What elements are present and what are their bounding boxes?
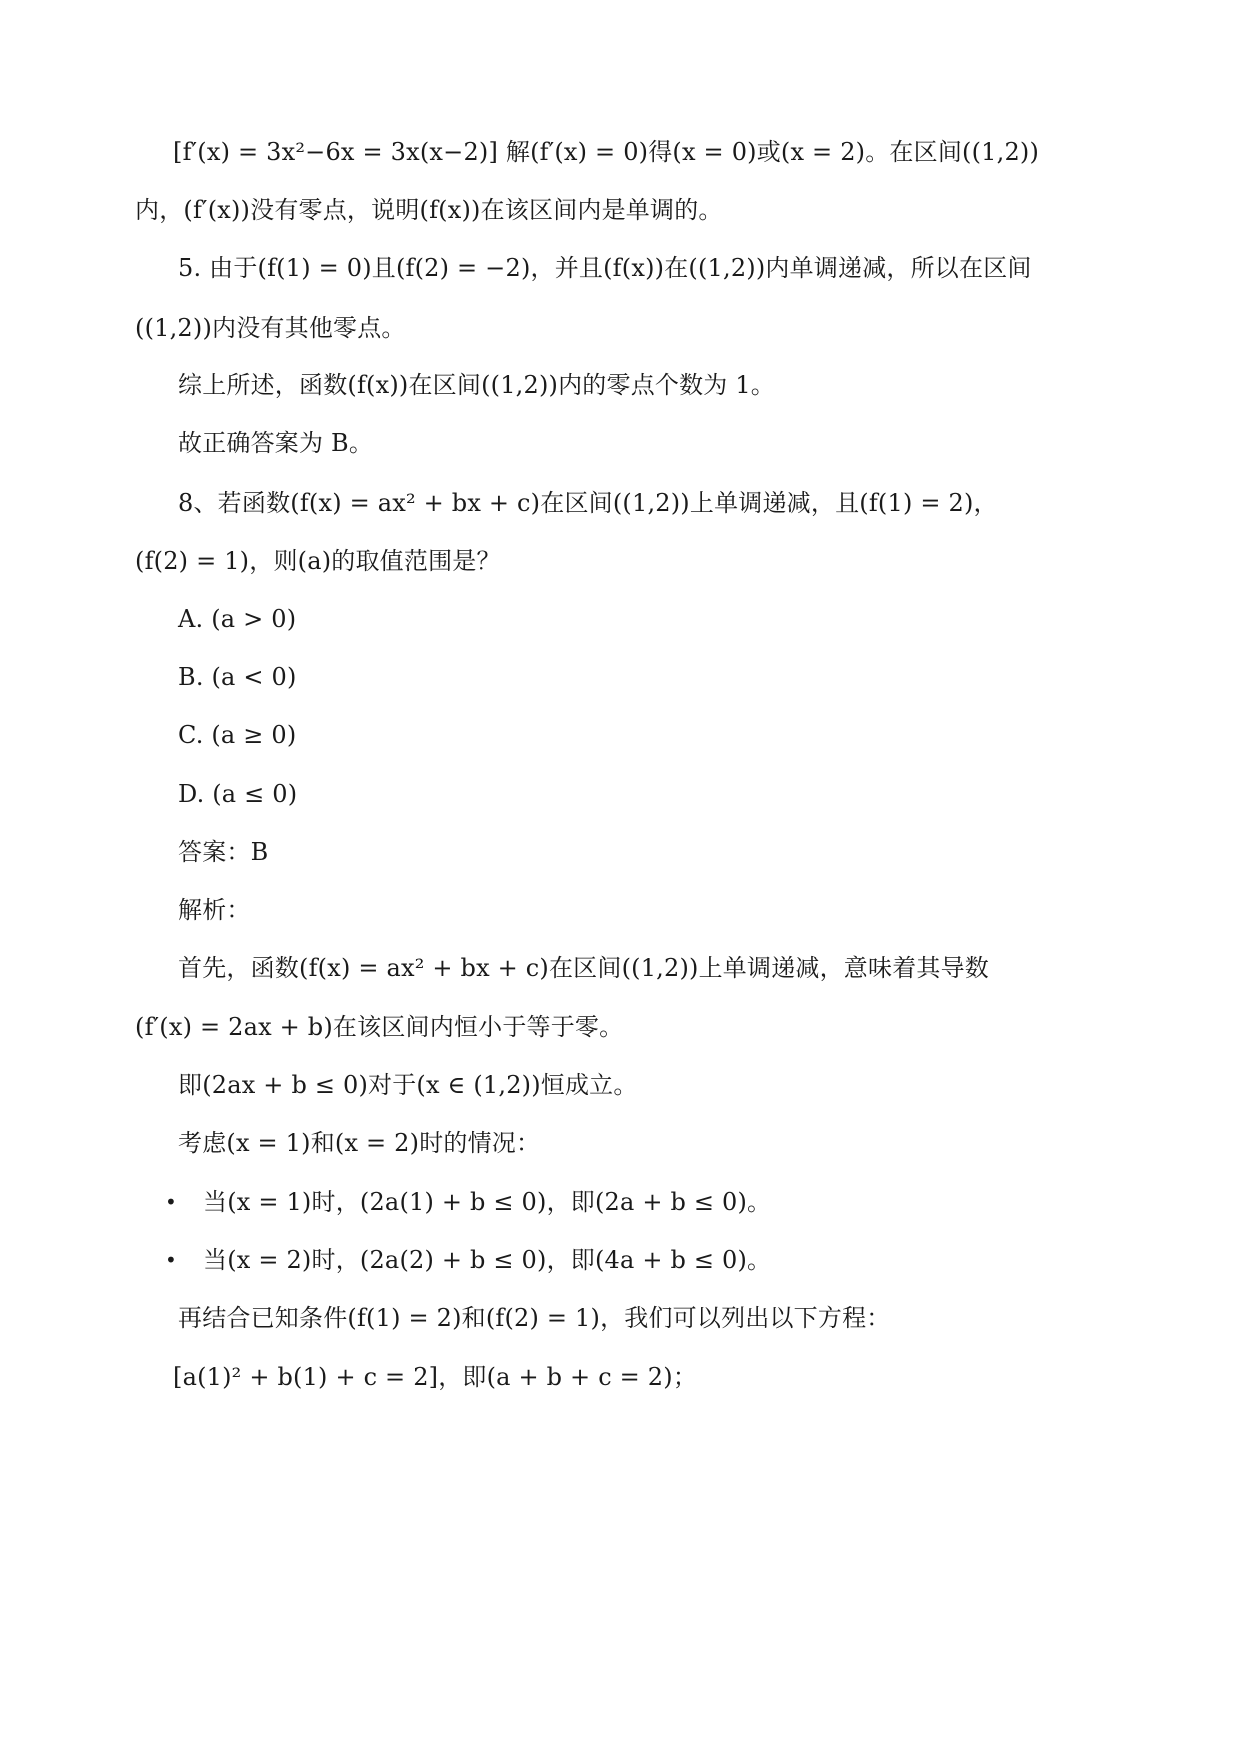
text-line: ((1,2))内没有其他零点。 [135, 314, 406, 342]
bullet-icon: • [165, 1248, 177, 1272]
list-item: 当(x = 1)时，(2a(1) + b ≤ 0)，即(2a + b ≤ 0)。 [203, 1188, 772, 1216]
formula-line: [f′(x) = 3x²−6x = 3x(x−2)] 解(f′(x) = 0)得(x = 0)或(x = 2)。在区间((1,2)) [173, 138, 1040, 166]
analysis-label: 解析： [178, 896, 251, 924]
option-b: B. (a < 0) [178, 663, 297, 691]
option-c: C. (a ≥ 0) [178, 721, 297, 749]
answer-line: 故正确答案为 B。 [178, 429, 374, 457]
question-8-line: (f(2) = 1)，则(a)的取值范围是？ [135, 547, 501, 575]
answer-label: 答案：B [178, 838, 269, 866]
option-a: A. (a > 0) [178, 605, 297, 633]
list-item: 当(x = 2)时，(2a(2) + b ≤ 0)，即(4a + b ≤ 0)。 [203, 1246, 772, 1274]
step-5-line: 5. 由于(f(1) = 0)且(f(2) = −2)，并且(f(x))在((1,2))内单调递减，所以在区间 [178, 254, 1032, 282]
bullet-icon: • [165, 1190, 177, 1214]
analysis-line: 再结合已知条件(f(1) = 2)和(f(2) = 1)，我们可以列出以下方程： [178, 1304, 891, 1332]
text-line: 内，(f′(x))没有零点，说明(f(x))在该区间内是单调的。 [135, 196, 723, 224]
analysis-line: 考虑(x = 1)和(x = 2)时的情况： [178, 1129, 541, 1157]
equation-line: [a(1)² + b(1) + c = 2]，即(a + b + c = 2)； [173, 1363, 698, 1391]
analysis-line: 即(2ax + b ≤ 0)对于(x ∈ (1,2))恒成立。 [178, 1071, 638, 1099]
option-d: D. (a ≤ 0) [178, 780, 298, 808]
summary-line: 综上所述，函数(f(x))在区间((1,2))内的零点个数为 1。 [178, 371, 775, 399]
analysis-line: (f′(x) = 2ax + b)在该区间内恒小于等于零。 [135, 1013, 624, 1041]
analysis-line: 首先，函数(f(x) = ax² + bx + c)在区间((1,2))上单调递减，意味着其导数 [178, 954, 989, 982]
question-8-line: 8、若函数(f(x) = ax² + bx + c)在区间((1,2))上单调递减，且(f(1) = 2)， [178, 489, 998, 517]
